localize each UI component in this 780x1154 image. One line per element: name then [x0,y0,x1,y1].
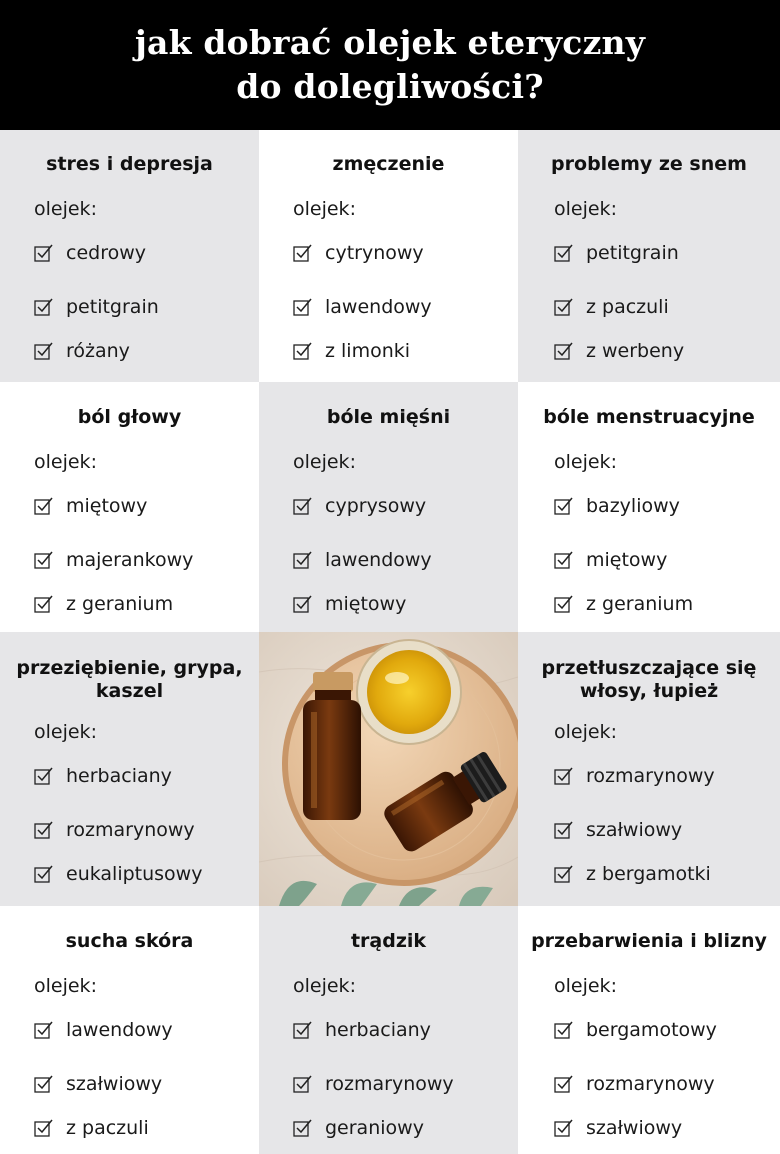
card-bol-glowy [0,382,259,632]
oil-name: różany [66,340,130,362]
oil-name: rozmarynowy [325,1073,454,1095]
checkbox-check-icon [293,1118,313,1138]
oil-list [0,1018,259,1150]
page-header [0,0,780,130]
oil-name: majerankowy [66,549,194,571]
checkbox-check-icon [554,1118,574,1138]
list-item [554,1062,780,1106]
essential-oil-bottles-photo [259,632,518,906]
card-stres-i-depresja [0,130,259,382]
oil-name: z werbeny [586,340,685,362]
list-item [293,582,518,626]
list-item [34,852,259,896]
olejek-label: olejek: [554,721,617,743]
list-item [34,285,259,329]
list-item [293,1106,518,1150]
card-problemy-ze-snem [518,130,780,382]
checkbox-check-icon [293,243,313,263]
list-item [34,1062,259,1106]
card-title: trądzik [350,930,427,952]
list-item [554,852,780,896]
card-title: stres i depresja [46,153,213,175]
list-item [34,329,259,373]
oil-name: z limonki [325,340,411,362]
card-bole-menstruacyjne [518,382,780,632]
list-item [34,494,259,518]
essential-oil-photo [259,632,518,906]
list-item [554,808,780,852]
checkbox-check-icon [554,820,574,840]
checkbox-check-icon [34,766,54,786]
list-item [293,538,518,582]
list-item [34,582,259,626]
olejek-label: olejek: [34,721,97,743]
checkbox-check-icon [293,550,313,570]
olejek-label: olejek: [34,975,97,997]
oil-name: z paczuli [66,1117,149,1139]
list-item [554,764,780,788]
oil-list [0,764,259,896]
checkbox-check-icon [293,1074,313,1094]
card-title: zmęczenie [332,153,445,175]
checkbox-check-icon [34,243,54,263]
card-title: ból głowy [77,406,182,428]
list-item [34,1106,259,1150]
card-przeziebienie [0,632,259,906]
card-title: bóle menstruacyjne [543,406,755,428]
checkbox-check-icon [554,766,574,786]
list-item [293,1062,518,1106]
oil-name: cyprysowy [325,495,427,517]
card-tradzik [259,906,518,1154]
card-title: przebarwienia i blizny [531,930,767,952]
oil-name: lawendowy [325,296,432,318]
oil-name: eukaliptusowy [66,863,203,885]
list-item [554,241,780,265]
list-item [293,494,518,518]
oil-list [518,764,780,896]
checkbox-check-icon [293,594,313,614]
oil-name: miętowy [325,593,407,615]
oil-name: herbaciany [66,765,172,787]
oil-name: szałwiowy [66,1073,163,1095]
oil-name: szałwiowy [586,819,683,841]
checkbox-check-icon [554,1020,574,1040]
checkbox-check-icon [554,243,574,263]
list-item [554,538,780,582]
olejek-label: olejek: [34,198,97,220]
list-item [554,494,780,518]
olejek-label: olejek: [554,975,617,997]
oil-name: z geranium [586,593,694,615]
card-przetluszczajace-wlosy [518,632,780,906]
card-title: przetłuszczające się włosy, łupież [541,657,757,702]
list-item [34,538,259,582]
oil-name: szałwiowy [586,1117,683,1139]
card-sucha-skora [0,906,259,1154]
checkbox-check-icon [554,1074,574,1094]
oil-list [259,494,518,626]
oil-name: lawendowy [66,1019,173,1041]
oil-list [259,241,518,373]
oil-name: rozmarynowy [586,1073,715,1095]
list-item [293,241,518,265]
oil-name: lawendowy [325,549,432,571]
list-item [554,329,780,373]
olejek-label: olejek: [293,451,356,473]
oil-name: bazyliowy [586,495,680,517]
oil-name: miętowy [586,549,668,571]
oil-name: miętowy [66,495,148,517]
list-item [34,241,259,265]
list-item [34,808,259,852]
checkbox-check-icon [34,341,54,361]
oil-name: geraniowy [325,1117,424,1139]
olejek-label: olejek: [34,451,97,473]
card-title: przeziębienie, grypa, kaszel [16,657,243,702]
checkbox-check-icon [34,1118,54,1138]
checkbox-check-icon [34,496,54,516]
oil-name: herbaciany [325,1019,431,1041]
oil-name: petitgrain [66,296,159,318]
checkbox-check-icon [293,341,313,361]
oil-name: z paczuli [586,296,669,318]
checkbox-check-icon [34,594,54,614]
checkbox-check-icon [34,864,54,884]
list-item [554,1018,780,1042]
oil-name: cytrynowy [325,242,424,264]
list-item [554,582,780,626]
checkbox-check-icon [34,550,54,570]
list-item [293,285,518,329]
card-title: sucha skóra [65,930,194,952]
list-item [34,764,259,788]
olejek-label: olejek: [293,198,356,220]
card-bole-miesni [259,382,518,632]
header-title-line-2: do dolegliwości? [236,67,544,106]
header-title-line-1: jak dobrać olejek eteryczny [134,23,646,62]
oil-list [518,494,780,626]
oil-list [518,1018,780,1150]
checkbox-check-icon [293,496,313,516]
olejek-label: olejek: [554,198,617,220]
oil-list [0,494,259,626]
oil-name: z bergamotki [586,863,711,885]
checkbox-check-icon [293,1020,313,1040]
checkbox-check-icon [34,297,54,317]
checkbox-check-icon [34,1020,54,1040]
card-title: problemy ze snem [551,153,747,175]
list-item [293,1018,518,1042]
oil-list [0,241,259,373]
checkbox-check-icon [34,820,54,840]
card-przebarwienia-i-blizny [518,906,780,1154]
oil-name: petitgrain [586,242,679,264]
oil-name: rozmarynowy [66,819,195,841]
oil-name: rozmarynowy [586,765,715,787]
checkbox-check-icon [554,864,574,884]
checkbox-check-icon [554,594,574,614]
checkbox-check-icon [554,496,574,516]
checkbox-check-icon [554,297,574,317]
list-item [554,1106,780,1150]
oil-name: bergamotowy [586,1019,717,1041]
card-zmeczenie [259,130,518,382]
oil-list [259,1018,518,1150]
list-item [293,329,518,373]
ailment-grid [0,130,780,1154]
list-item [554,285,780,329]
checkbox-check-icon [554,341,574,361]
oil-name: z geranium [66,593,174,615]
olejek-label: olejek: [554,451,617,473]
oil-name: cedrowy [66,242,146,264]
oil-list [518,241,780,373]
checkbox-check-icon [554,550,574,570]
list-item [34,1018,259,1042]
card-title: bóle mięśni [326,406,451,428]
checkbox-check-icon [34,1074,54,1094]
olejek-label: olejek: [293,975,356,997]
checkbox-check-icon [293,297,313,317]
